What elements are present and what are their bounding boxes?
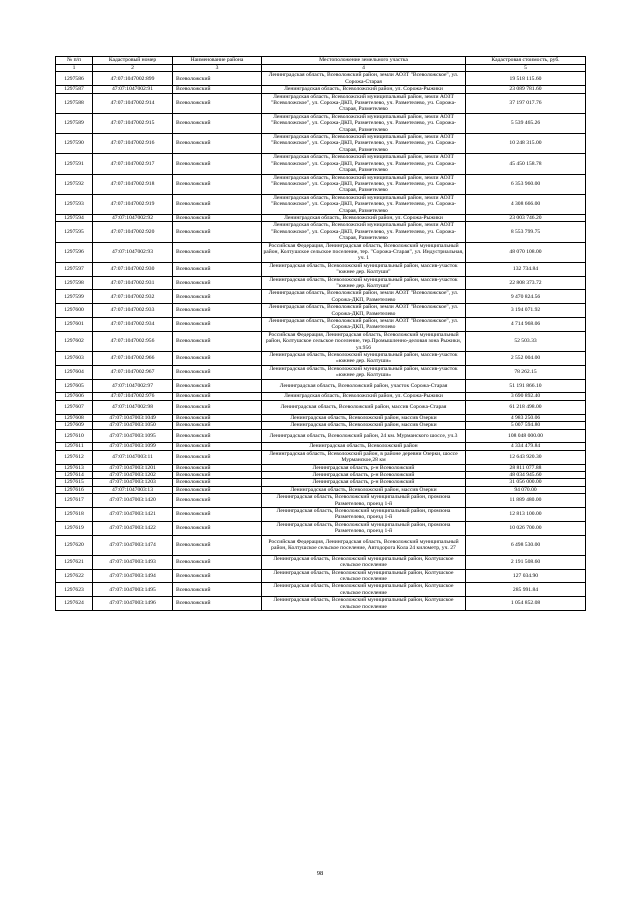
land-location: Ленинградская область, Всеволожский муниципальный район, земли АОЗТ "Всеволожское", ул. Сорожа-ДКП, Разметелево, уч. Разметелево, уч. Сорожа-Старая, Разметелево: [262, 134, 466, 154]
row-number: 1297601: [56, 318, 93, 332]
row-number: 1297617: [56, 494, 93, 508]
cadastral-number: 47:07:1047003:1421: [93, 507, 173, 521]
district-name: Всеволожский: [173, 471, 262, 478]
land-location: Ленинградская область, Всеволожский район, участок Сорожа-Старая: [262, 379, 466, 393]
header-row: [56, 57, 586, 65]
cadastral-number: 47:07:1047003:1496: [93, 597, 173, 611]
cadastral-value: 61 218 498.00: [466, 400, 586, 414]
table-row: [56, 154, 586, 174]
cadastral-number: 47:07:1047002:92: [93, 214, 173, 221]
table-row: [56, 464, 586, 471]
table-row: [56, 583, 586, 597]
cadastral-number: 47:07:1047002:920: [93, 222, 173, 242]
cadastral-value: 52 503.33: [466, 331, 586, 351]
cadastral-value: 4 983 250.06: [466, 414, 586, 421]
cadastral-value: 3 194 071.92: [466, 304, 586, 318]
cadastral-value: 127 034.90: [466, 569, 586, 583]
row-number: 1297618: [56, 507, 93, 521]
cadastral-value: 31 056 000.00: [466, 479, 586, 486]
cadastral-value: 48 070 108.00: [466, 242, 586, 262]
cadastral-number: 47:07:1047003:1493: [93, 555, 173, 569]
table-row: [56, 86, 586, 93]
page-number: 98: [316, 870, 324, 877]
district-name: Всеволожский: [173, 318, 262, 332]
row-number: 1297600: [56, 304, 93, 318]
row-number: 1297587: [56, 86, 93, 93]
table-row: [56, 486, 586, 493]
cadastral-number: 47:07:1047003:13: [93, 486, 173, 493]
land-location: Ленинградская область, Всеволожский муниципальный район, земли АОЗТ "Всеволожское", ул. Сорожа-ДКП, Разметелево, уч. Разметелево, уч. Сорожа-Старая, Разметелево: [262, 222, 466, 242]
table-row: [56, 569, 586, 583]
table-row: [56, 174, 586, 194]
land-location: Ленинградская область, Всеволожский муниципальный район, земли АОЗТ "Всеволожское", ул. Сорожа-ДКП, Разметелево, уч. Разметелево, уч. Сорожа-Старая, Разметелево: [262, 194, 466, 214]
district-name: Всеволожский: [173, 86, 262, 93]
cadastral-number: 47:07:1047002:930: [93, 262, 173, 276]
table-row: [56, 290, 586, 304]
row-number: 1297596: [56, 242, 93, 262]
table-row: [56, 597, 586, 611]
table-row: [56, 393, 586, 400]
land-location: Ленинградская область, р-н Всеволожский: [262, 464, 466, 471]
header-cadastral-number: Кадастровый номер: [93, 57, 173, 65]
cadastral-number: 47:07:1047002:967: [93, 365, 173, 379]
cadastral-number: 47:07:1047003:1422: [93, 521, 173, 535]
district-name: Всеволожский: [173, 290, 262, 304]
row-number: 1297619: [56, 521, 93, 535]
cadastral-number: 47:07:1047003:1202: [93, 471, 173, 478]
cadastral-value: 12 813 100.00: [466, 507, 586, 521]
land-location: Ленинградская область, Всеволожский район, земли АОЗТ "Всеволожское", ул. Сорожа-ДКП, Разметелево: [262, 318, 466, 332]
land-location: Российская Федерация, Ленинградская область, Всеволожский муниципальный район, Колтушское сельское поселение, тер.Промышленно-деловая зона Рыжики, ул.956: [262, 331, 466, 351]
header-location: Местоположение земельного участка: [262, 57, 466, 65]
district-name: Всеволожский: [173, 464, 262, 471]
row-number: 1297620: [56, 535, 93, 555]
row-number: 1297616: [56, 486, 93, 493]
cadastral-value: 23 003 746.20: [466, 214, 586, 221]
cadastral-number: 47:07:1047002:91: [93, 86, 173, 93]
land-location: Ленинградская область, Всеволожский муниципальный район, земли АОЗТ "Всеволожское", ул. Сорожа-ДКП, Разметелево, уч. Разметелево, уч. Сорожа-Старая, Разметелево: [262, 154, 466, 174]
district-name: Всеволожский: [173, 569, 262, 583]
table-row: [56, 134, 586, 154]
cadastral-value: 10 248 315.00: [466, 134, 586, 154]
table-row: [56, 450, 586, 464]
row-number: 1297622: [56, 569, 93, 583]
land-location: Ленинградская область, Всеволожский муниципальный район, земли АОЗТ "Всеволожское", ул. Сорожа-ДКП, Разметелево, уч. Разметелево, уч. Сорожа-Старая, Разметелево: [262, 93, 466, 113]
row-number: 1297591: [56, 154, 93, 174]
table-body: [56, 72, 586, 611]
table-row: [56, 93, 586, 113]
row-number: 1297595: [56, 222, 93, 242]
cadastral-value: 45 450 158.78: [466, 154, 586, 174]
row-number: 1297609: [56, 422, 93, 429]
table-row: [56, 276, 586, 290]
row-number: 1297588: [56, 93, 93, 113]
district-name: Всеволожский: [173, 365, 262, 379]
header-district: Наименование района: [173, 57, 262, 65]
row-number: 1297594: [56, 214, 93, 221]
row-number: 1297623: [56, 583, 93, 597]
table-row: [56, 222, 586, 242]
cadastral-value: 51 191 866.10: [466, 379, 586, 393]
district-name: Всеволожский: [173, 276, 262, 290]
row-number: 1297602: [56, 331, 93, 351]
district-name: Всеволожский: [173, 486, 262, 493]
cadastral-value: 22 808 373.72: [466, 276, 586, 290]
land-location: Ленинградская область, Всеволожский район, массив Сорожа-Старая: [262, 400, 466, 414]
cadastral-number: 47:07:1047002:916: [93, 134, 173, 154]
column-index: 1: [56, 65, 93, 72]
row-number: 1297613: [56, 464, 93, 471]
row-number: 1297598: [56, 276, 93, 290]
table-row: [56, 352, 586, 366]
row-number: 1297611: [56, 443, 93, 450]
district-name: Всеволожский: [173, 393, 262, 400]
cadastral-number: 47:07:1047002:976: [93, 393, 173, 400]
table-row: [56, 194, 586, 214]
table-row: [56, 507, 586, 521]
row-number: 1297607: [56, 400, 93, 414]
table-row: [56, 555, 586, 569]
cadastral-number: 47:07:1047002:919: [93, 194, 173, 214]
row-number: 1297589: [56, 113, 93, 133]
land-location: Ленинградская область, Всеволожский муниципальный район, Колтушское сельское поселение: [262, 569, 466, 583]
land-location: Ленинградская область, Всеволожский муниципальный район, массив-участок «южнее дер. Колтуши»: [262, 365, 466, 379]
cadastral-value: 1 054 852.08: [466, 597, 586, 611]
row-number: 1297624: [56, 597, 93, 611]
cadastral-number: 47:07:1047002:899: [93, 72, 173, 86]
row-number: 1297606: [56, 393, 93, 400]
cadastral-number: 47:07:1047002:966: [93, 352, 173, 366]
cadastral-value: 2 552 004.00: [466, 352, 586, 366]
land-location: Ленинградская область, Всеволожский район, ул. Сорожа-Рыжики: [262, 214, 466, 221]
cadastral-value: 28 811 077.88: [466, 464, 586, 471]
cadastral-number: 47:07:1047002:933: [93, 304, 173, 318]
cadastral-number: 47:07:1047003:1420: [93, 494, 173, 508]
district-name: Всеволожский: [173, 304, 262, 318]
cadastral-number: 47:07:1047002:934: [93, 318, 173, 332]
cadastral-value: 4 714 968.06: [466, 318, 586, 332]
district-name: Всеволожский: [173, 494, 262, 508]
land-location: Ленинградская область, Всеволожский район, 24 км. Мурманского шоссе, уч.3: [262, 429, 466, 443]
cadastral-number: 47:07:1047003:1474: [93, 535, 173, 555]
column-index-row: [56, 65, 586, 72]
cadastral-number: 47:07:1047003:1201: [93, 464, 173, 471]
cadastral-number: 47:07:1047002:918: [93, 174, 173, 194]
district-name: Всеволожский: [173, 422, 262, 429]
cadastral-number: 47:07:1047003:1203: [93, 479, 173, 486]
row-number: 1297615: [56, 479, 93, 486]
row-number: 1297599: [56, 290, 93, 304]
table-row: [56, 400, 586, 414]
cadastral-number: 47:07:1047002:917: [93, 154, 173, 174]
land-location: Ленинградская область, Всеволожский район, ул. Сорожа-Рыжики: [262, 86, 466, 93]
land-location: Ленинградская область, р-н Всеволожский: [262, 479, 466, 486]
table-row: [56, 429, 586, 443]
district-name: Всеволожский: [173, 429, 262, 443]
district-name: Всеволожский: [173, 72, 262, 86]
district-name: Всеволожский: [173, 174, 262, 194]
land-location: Ленинградская область, Всеволожский муниципальный район, промзона Разметелево, проезд 1-й: [262, 494, 466, 508]
cadastral-value: 6 353 960.00: [466, 174, 586, 194]
row-number: 1297593: [56, 194, 93, 214]
land-location: Ленинградская область, Всеволожский муниципальный район, Колтушское сельское поселение: [262, 583, 466, 597]
district-name: Всеволожский: [173, 414, 262, 421]
table-row: [56, 331, 586, 351]
land-location: Ленинградская область, Всеволожский муниципальный район, промзона Разметелево, проезд 1-й: [262, 507, 466, 521]
district-name: Всеволожский: [173, 583, 262, 597]
table-row: [56, 479, 586, 486]
land-location: Ленинградская область, Всеволожский район, ул. Сорожа-Рыжики: [262, 393, 466, 400]
land-location: Ленинградская область, Всеволожский район, в районе деревни Озерки, шоссе Мурманское,28 км: [262, 450, 466, 464]
cadastral-value: 94 070.00: [466, 486, 586, 493]
district-name: Всеволожский: [173, 521, 262, 535]
row-number: 1297586: [56, 72, 93, 86]
district-name: Всеволожский: [173, 331, 262, 351]
cadastral-value: 5 007 594.80: [466, 422, 586, 429]
table-row: [56, 443, 586, 450]
district-name: Всеволожский: [173, 222, 262, 242]
row-number: 1297603: [56, 352, 93, 366]
cadastral-value: 2 191 508.60: [466, 555, 586, 569]
district-name: Всеволожский: [173, 379, 262, 393]
cadastral-value: 8 553 799.75: [466, 222, 586, 242]
cadastral-number: 47:07:1047003:1099: [93, 443, 173, 450]
land-location: Ленинградская область, Всеволожский муниципальный район, промзона Разметелево, проезд 1-й: [262, 521, 466, 535]
cadastral-number: 47:07:1047002:98: [93, 400, 173, 414]
table-row: [56, 242, 586, 262]
district-name: Всеволожский: [173, 154, 262, 174]
cadastral-value: 6 498 530.00: [466, 535, 586, 555]
cadastral-number: 47:07:1047002:956: [93, 331, 173, 351]
header-number: № п/п: [56, 57, 93, 65]
land-location: Ленинградская область, Всеволожский муниципальный район, массив-участок "южнее дер. Колтуши": [262, 276, 466, 290]
land-location: Ленинградская область, Всеволожский муниципальный район, массив-участок «южнее дер. Колтуши»: [262, 352, 466, 366]
column-index: 3: [173, 65, 262, 72]
cadastral-number: 47:07:1047003:1494: [93, 569, 173, 583]
cadastral-number: 47:07:1047003:1095: [93, 429, 173, 443]
table-row: [56, 72, 586, 86]
cadastral-value: 12 643 920.30: [466, 450, 586, 464]
cadastral-value: 10 026 700.00: [466, 521, 586, 535]
cadastral-number: 47:07:1047003:1495: [93, 583, 173, 597]
cadastral-value: 3 690 892.40: [466, 393, 586, 400]
land-location: Ленинградская область, Всеволожский муниципальный район, массив-участок "южнее дер. Колтуши": [262, 262, 466, 276]
land-location: Ленинградская область, Всеволожский район: [262, 443, 466, 450]
row-number: 1297614: [56, 471, 93, 478]
land-location: Ленинградская область, Всеволожский район, массив Озерки: [262, 486, 466, 493]
table-row: [56, 521, 586, 535]
table-row: [56, 494, 586, 508]
district-name: Всеволожский: [173, 352, 262, 366]
district-name: Всеволожский: [173, 134, 262, 154]
cadastral-value: 285 991.84: [466, 583, 586, 597]
land-location: Ленинградская область, р-н Всеволожский: [262, 471, 466, 478]
cadastral-value: 19 518 115.60: [466, 72, 586, 86]
cadastral-value: 132 734.84: [466, 262, 586, 276]
row-number: 1297610: [56, 429, 93, 443]
district-name: Всеволожский: [173, 214, 262, 221]
district-name: Всеволожский: [173, 597, 262, 611]
land-location: Ленинградская область, Всеволожский район, массив Озерки: [262, 414, 466, 421]
column-index: 5: [466, 65, 586, 72]
cadastral-value: 4 308 666.00: [466, 194, 586, 214]
district-name: Всеволожский: [173, 443, 262, 450]
cadastral-number: 47:07:1047003:11: [93, 450, 173, 464]
table-row: [56, 304, 586, 318]
table-row: [56, 471, 586, 478]
cadastral-number: 47:07:1047002:97: [93, 379, 173, 393]
land-location: Российская Федерация, Ленинградская область, Всеволожский муниципальный район, Колтушское сельское поселение, Автодорога Кола 24 километр, уч. 27: [262, 535, 466, 555]
cadastral-value: 23 089 781.60: [466, 86, 586, 93]
land-location: Ленинградская область, Всеволожский район, земли АОЗТ "Всеволожское", ул. Сорожа-ДКП, Разметелево: [262, 304, 466, 318]
district-name: Всеволожский: [173, 262, 262, 276]
cadastral-number: 47:07:1047003:1050: [93, 422, 173, 429]
land-location: Ленинградская область, Всеволожский муниципальный район, Колтушское сельское поселение: [262, 597, 466, 611]
district-name: Всеволожский: [173, 555, 262, 569]
cadastral-value: 48 034 945.60: [466, 471, 586, 478]
land-location: Ленинградская область, Всеволожский район, массив Озерки: [262, 422, 466, 429]
cadastral-value: 11 889 480.00: [466, 494, 586, 508]
table-row: [56, 262, 586, 276]
table-row: [56, 422, 586, 429]
row-number: 1297604: [56, 365, 93, 379]
row-number: 1297597: [56, 262, 93, 276]
table-row: [56, 113, 586, 133]
table-row: [56, 379, 586, 393]
table-row: [56, 214, 586, 221]
land-location: Ленинградская область, Всеволожский район, земли АОЗТ "Всеволожское", ул. Сорожа-ДКП, Разметелево: [262, 290, 466, 304]
cadastral-value: 108 048 000.00: [466, 429, 586, 443]
row-number: 1297605: [56, 379, 93, 393]
cadastral-value: 78 262.15: [466, 365, 586, 379]
land-location: Ленинградская область, Всеволожский муниципальный район, Колтушское сельское поселение: [262, 555, 466, 569]
row-number: 1297592: [56, 174, 93, 194]
table-row: [56, 535, 586, 555]
header-cadastral-value: Кадастровая стоимость, руб.: [466, 57, 586, 65]
land-location: Ленинградская область, Всеволожский муниципальный район, земли АОЗТ "Всеволожское", ул. Сорожа-ДКП, Разметелево, уч. Разметелево, уч. Сорожа-Старая, Разметелево: [262, 174, 466, 194]
cadastral-value: 37 197 017.76: [466, 93, 586, 113]
cadastral-value: 4 334 479.84: [466, 443, 586, 450]
table-row: [56, 365, 586, 379]
row-number: 1297590: [56, 134, 93, 154]
row-number: 1297608: [56, 414, 93, 421]
land-location: Ленинградская область, Всеволожский муниципальный район, земли АОЗТ "Всеволожское", ул. Сорожа-ДКП, Разметелево, уч. Разметелево, уч. Сорожа-Старая, Разметелево: [262, 113, 466, 133]
district-name: Всеволожский: [173, 194, 262, 214]
column-index: 4: [262, 65, 466, 72]
table-row: [56, 318, 586, 332]
land-location: Ленинградская область, Всеволожский район, земли АОЗТ "Всеволожское", ул. Сорожа-Старая: [262, 72, 466, 86]
document-page: [55, 56, 585, 611]
district-name: Всеволожский: [173, 93, 262, 113]
district-name: Всеволожский: [173, 535, 262, 555]
cadastral-number: 47:07:1047002:932: [93, 290, 173, 304]
cadastral-number: 47:07:1047003:1049: [93, 414, 173, 421]
district-name: Всеволожский: [173, 242, 262, 262]
table-row: [56, 414, 586, 421]
district-name: Всеволожский: [173, 479, 262, 486]
cadastral-value-table: [55, 56, 586, 611]
land-location: Российская Федерация, Ленинградская область, Всеволожский муниципальный район, Колтушское сельское поселение, тер. "Сорожа-Старая", ул. Индустриальная, уч. 1: [263, 242, 464, 262]
cadastral-number: 47:07:1047002:915: [93, 113, 173, 133]
cadastral-number: 47:07:1047002:914: [93, 93, 173, 113]
row-number: 1297621: [56, 555, 93, 569]
column-index: 2: [93, 65, 173, 72]
row-number: 1297612: [56, 450, 93, 464]
cadastral-value: 5 539 465.26: [466, 113, 586, 133]
cadastral-number: 47:07:1047002:93: [93, 242, 173, 262]
district-name: Всеволожский: [173, 400, 262, 414]
district-name: Всеволожский: [173, 507, 262, 521]
cadastral-number: 47:07:1047002:931: [93, 276, 173, 290]
cadastral-value: 9 470 824.56: [466, 290, 586, 304]
district-name: Всеволожский: [173, 113, 262, 133]
district-name: Всеволожский: [173, 450, 262, 464]
